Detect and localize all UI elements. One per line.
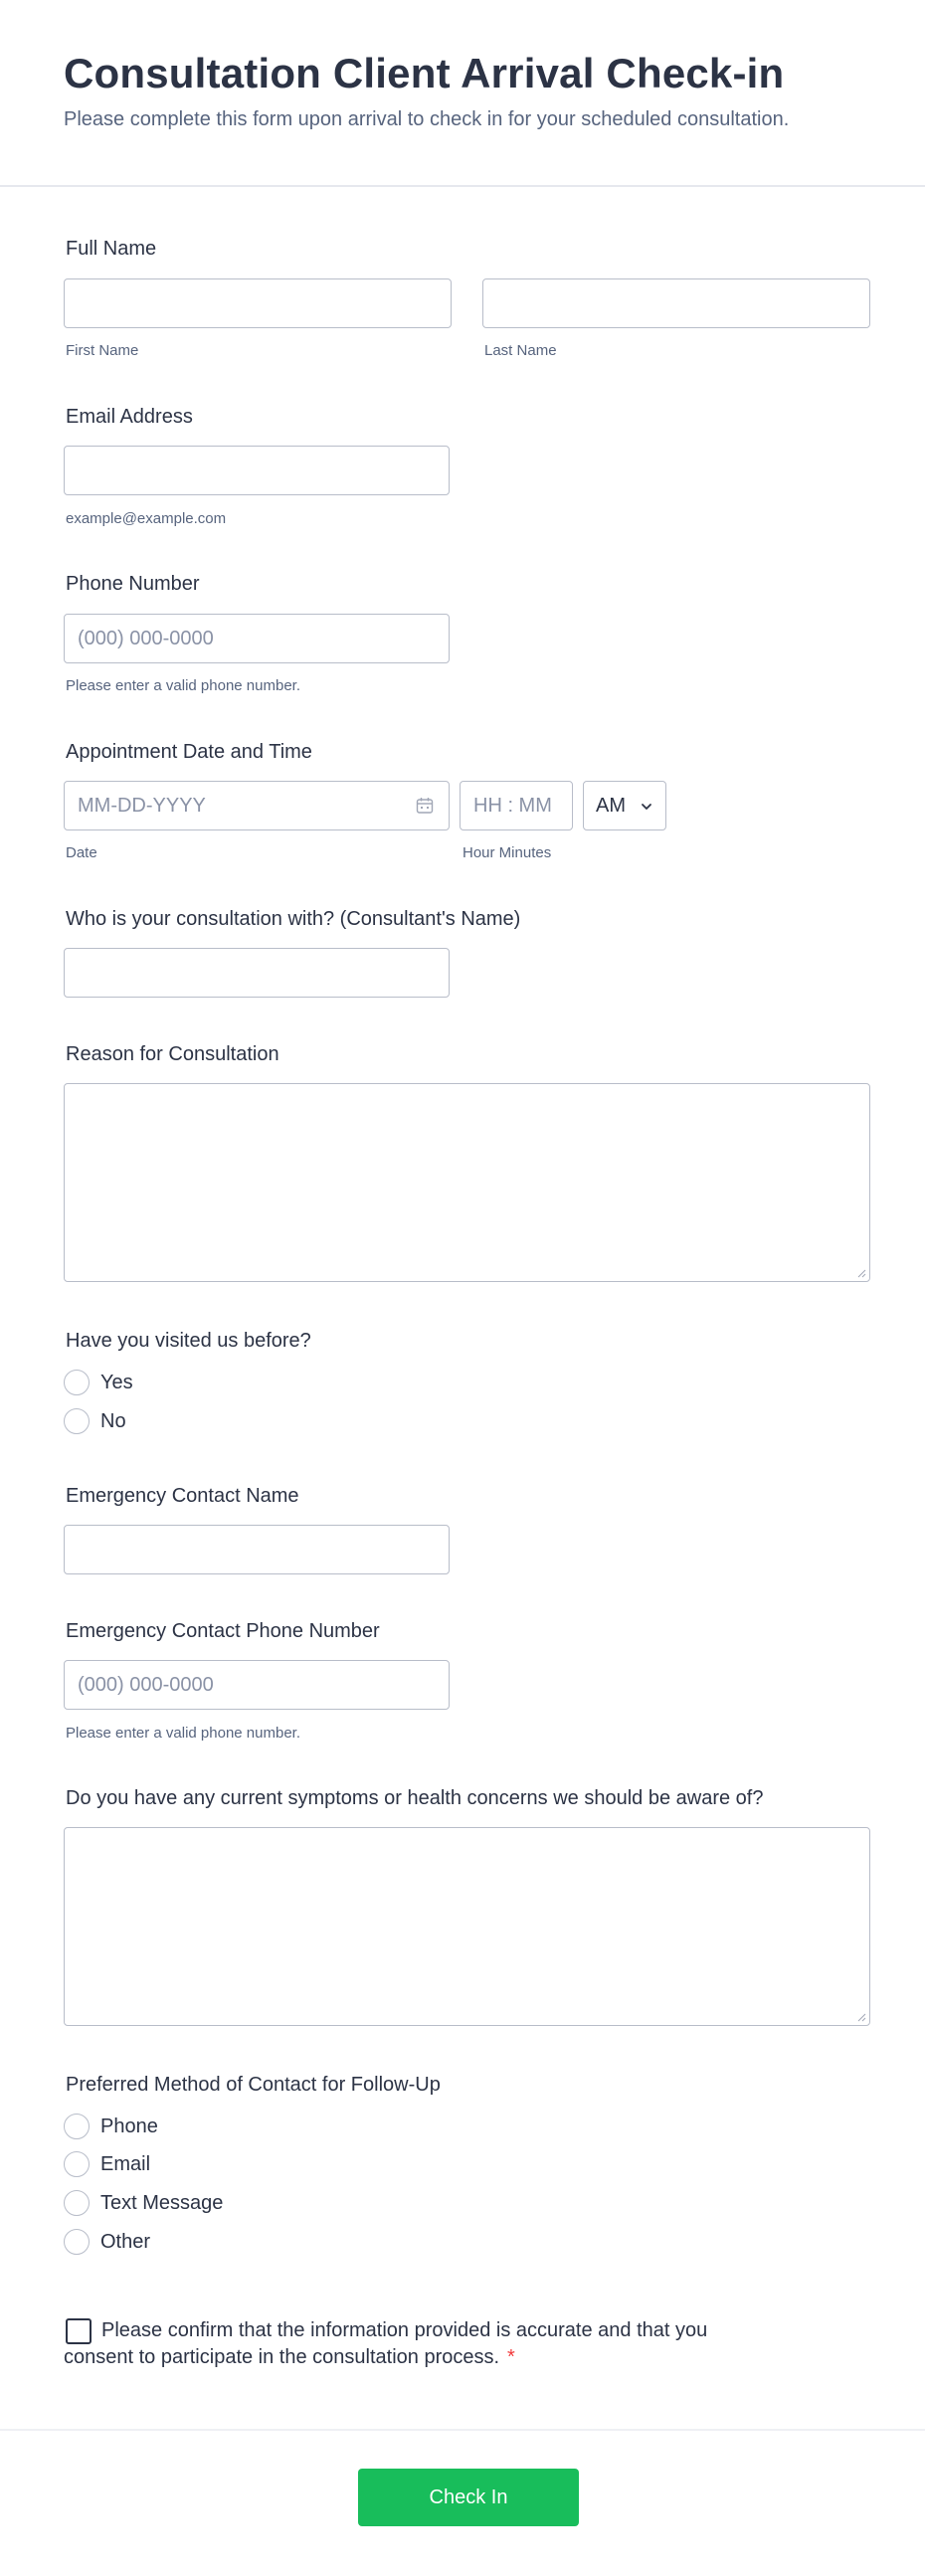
- emergency-phone-label: Emergency Contact Phone Number: [66, 1620, 380, 1642]
- radio-button[interactable]: [64, 2190, 90, 2216]
- email-sublabel: example@example.com: [66, 510, 227, 527]
- date-sublabel: Date: [66, 844, 97, 861]
- symptoms-textarea[interactable]: [64, 1827, 870, 2026]
- contact-option-label: Email: [100, 2153, 151, 2175]
- first-name-sublabel: First Name: [66, 342, 139, 359]
- contact-option-label: Other: [100, 2231, 151, 2253]
- consent-text-line-2: [64, 2346, 515, 2369]
- ampm-value: AM: [596, 795, 626, 817]
- consultant-label: Who is your consultation with? (Consultant's Name): [66, 908, 521, 930]
- reason-label: Reason for Consultation: [66, 1043, 279, 1065]
- emergency-phone-input[interactable]: [64, 1660, 450, 1710]
- phone-label: Phone Number: [66, 573, 200, 595]
- time-sublabel: Hour Minutes: [462, 844, 552, 861]
- visited-option-label: No: [100, 1410, 126, 1432]
- consent-text: consent to participate in the consultation process.: [64, 2346, 500, 2368]
- emergency-name-label: Emergency Contact Name: [66, 1485, 299, 1507]
- page-subtitle: Please complete this form upon arrival to check in for your scheduled consultation.: [64, 108, 790, 130]
- last-name-sublabel: Last Name: [484, 342, 557, 359]
- emergency-name-input[interactable]: [64, 1525, 450, 1574]
- date-placeholder: MM-DD-YYYY: [78, 795, 206, 817]
- contact-method-label: Preferred Method of Contact for Follow-Up: [66, 2074, 441, 2096]
- full-name-label: Full Name: [66, 238, 157, 260]
- appointment-label: Appointment Date and Time: [66, 741, 312, 763]
- date-input[interactable]: [64, 781, 450, 830]
- radio-button[interactable]: [64, 2151, 90, 2177]
- form-header: [0, 0, 925, 187]
- radio-button[interactable]: [64, 2229, 90, 2255]
- radio-button[interactable]: [64, 2114, 90, 2139]
- consent-text-line-1: Please confirm that the information provided is accurate and that you: [101, 2319, 708, 2341]
- email-input[interactable]: [64, 446, 450, 495]
- contact-option-label: Phone: [100, 2116, 158, 2137]
- email-label: Email Address: [66, 406, 193, 428]
- emergency-phone-placeholder: (000) 000-0000: [78, 1674, 214, 1696]
- page-title: Consultation Client Arrival Check-in: [64, 50, 785, 96]
- phone-sublabel: Please enter a valid phone number.: [66, 677, 300, 694]
- contact-option-label: Text Message: [100, 2192, 224, 2214]
- phone-input[interactable]: [64, 614, 450, 663]
- footer-divider: [0, 2429, 925, 2431]
- check-in-button[interactable]: Check In: [358, 2469, 579, 2526]
- time-input[interactable]: [460, 781, 573, 830]
- consent-checkbox[interactable]: [66, 2318, 92, 2344]
- symptoms-label: Do you have any current symptoms or health concerns we should be aware of?: [66, 1787, 764, 1809]
- reason-textarea[interactable]: [64, 1083, 870, 1282]
- emergency-phone-sublabel: Please enter a valid phone number.: [66, 1725, 300, 1742]
- consultant-input[interactable]: [64, 948, 450, 998]
- calendar-icon[interactable]: [415, 796, 435, 816]
- resize-grip-icon[interactable]: [856, 2012, 866, 2022]
- visited-label: Have you visited us before?: [66, 1330, 311, 1352]
- visited-option-label: Yes: [100, 1372, 133, 1393]
- ampm-select[interactable]: [583, 781, 666, 830]
- phone-placeholder: (000) 000-0000: [78, 628, 214, 649]
- chevron-down-icon: [640, 800, 653, 814]
- resize-grip-icon[interactable]: [856, 1268, 866, 1278]
- radio-button[interactable]: [64, 1408, 90, 1434]
- time-placeholder: HH : MM: [473, 795, 552, 817]
- last-name-input[interactable]: [482, 278, 870, 328]
- radio-button[interactable]: [64, 1370, 90, 1395]
- required-mark: *: [507, 2346, 515, 2368]
- first-name-input[interactable]: [64, 278, 452, 328]
